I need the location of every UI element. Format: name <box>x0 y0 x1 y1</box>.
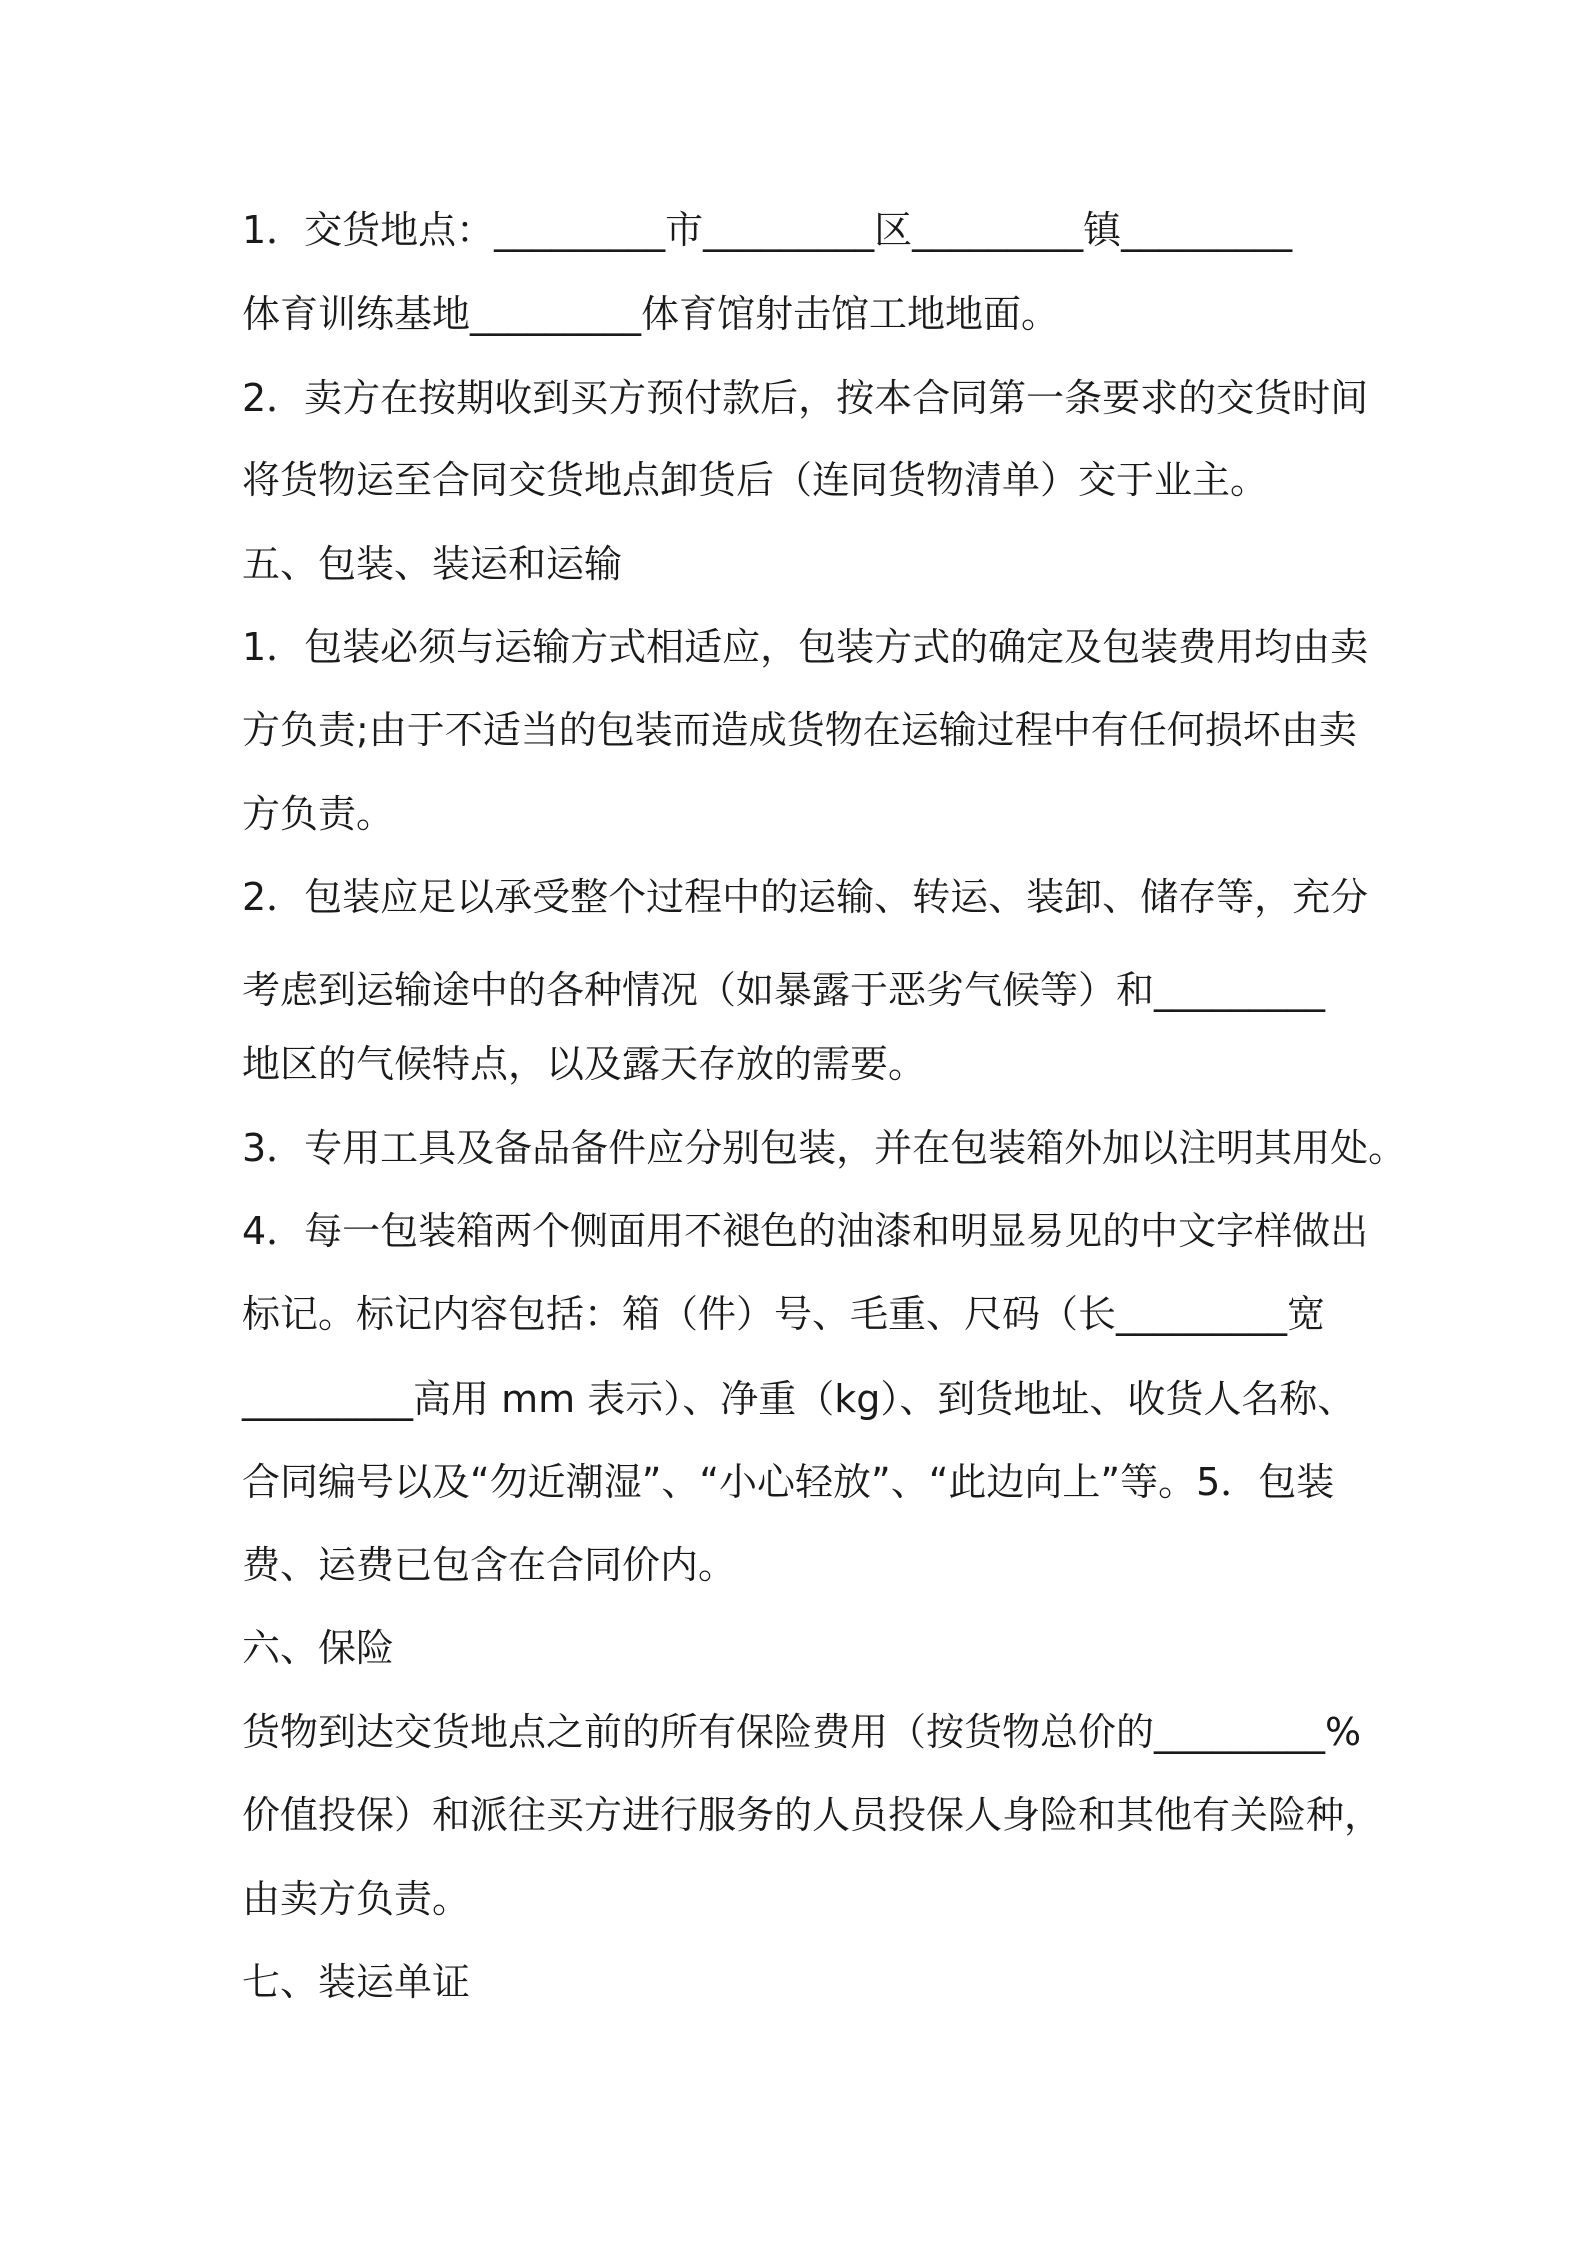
text-line-15: _________高用 mm 表示）、净重（kg）、到货地址、收货人名称、 <box>242 1377 1356 1421</box>
text-line-12: 3．专用工具及备品备件应分别包装，并在包装箱外加以注明其用处。 <box>242 1126 1407 1170</box>
text-line-8: 方负责。 <box>242 792 395 836</box>
text-line-10: 考虑到运输途中的各种情况（如暴露于恶劣气候等）和_________ <box>242 968 1326 1012</box>
text-line-2: 体育训练基地_________体育馆射击馆工地地面。 <box>242 292 1060 336</box>
text-line-13: 4．每一包装箱两个侧面用不褪色的油漆和明显易见的中文字样做出 <box>242 1209 1369 1253</box>
section-heading-insurance: 六、保险 <box>242 1626 395 1670</box>
text-line-16: 合同编号以及“勿近潮湿”、“小心轻放”、“此边向上”等。5．包装 <box>242 1460 1335 1504</box>
text-line-4: 将货物运至合同交货地点卸货后（连同货物清单）交于业主。 <box>242 458 1269 502</box>
text-line-14: 标记。标记内容包括：箱（件）号、毛重、尺码（长_________宽 <box>242 1292 1326 1336</box>
text-line-3: 2．卖方在按期收到买方预付款后，按本合同第一条要求的交货时间 <box>242 376 1369 420</box>
section-heading-shipping-documents: 七、装运单证 <box>242 1960 471 2004</box>
text-line-21: 由卖方负责。 <box>242 1877 471 1921</box>
text-line-6: 1．包装必须与运输方式相适应，包装方式的确定及包装费用均由卖 <box>242 625 1369 669</box>
text-line-7: 方负责;由于不适当的包装而造成货物在运输过程中有任何损坏由卖 <box>242 708 1357 752</box>
text-line-20: 价值投保）和派往买方进行服务的人员投保人身险和其他有关险种， <box>242 1793 1383 1837</box>
text-line-9: 2．包装应足以承受整个过程中的运输、转运、装卸、储存等，充分 <box>242 875 1369 919</box>
text-line-19: 货物到达交货地点之前的所有保险费用（按货物总价的_________% <box>242 1710 1362 1754</box>
section-heading-packaging: 五、包装、装运和运输 <box>242 542 623 586</box>
text-line-17: 费、运费已包含在合同价内。 <box>242 1543 737 1587</box>
text-line-1: 1．交货地点：_________市_________区_________镇_________ <box>242 208 1293 252</box>
text-line-11: 地区的气候特点，以及露天存放的需要。 <box>242 1042 927 1086</box>
